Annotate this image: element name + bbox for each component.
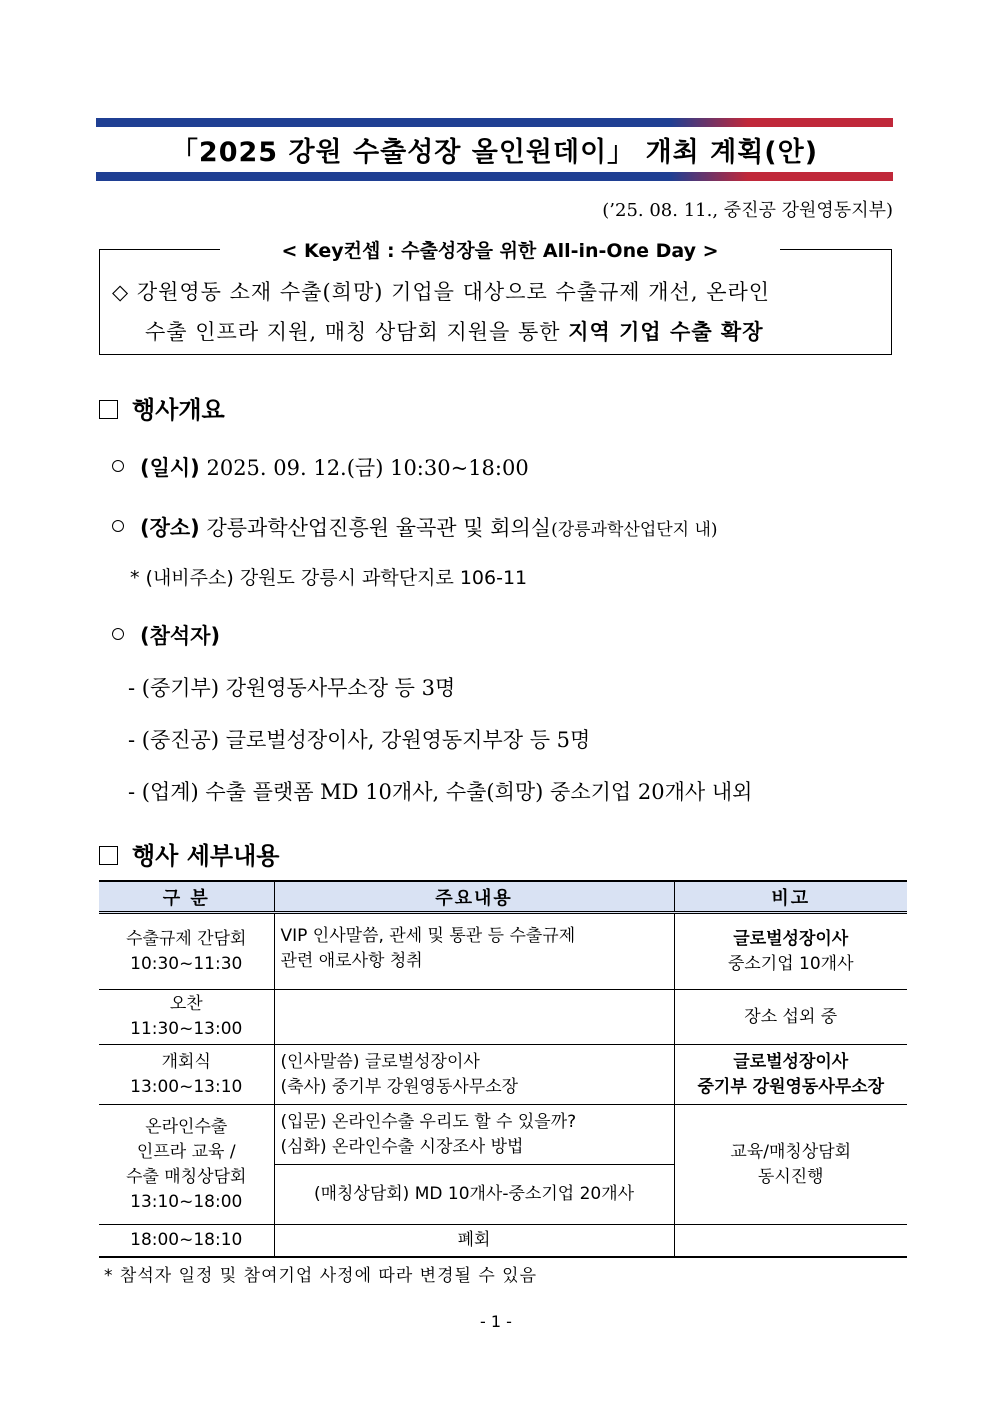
cell-content: VIP 인사말씀, 관세 및 통관 등 수출규제 관련 애로사항 청취 <box>274 913 674 990</box>
cell-category: 수출규제 간담회 10:30~11:30 <box>99 913 274 990</box>
item-date <box>112 452 529 482</box>
key-concept-line2-text: 수출 인프라 지원, 매칭 상담회 지원을 통한 <box>145 320 569 344</box>
cell-category: 오찬 11:30~13:00 <box>99 990 274 1045</box>
cell-remarks <box>674 1225 907 1257</box>
cell-content: 폐회 <box>274 1225 674 1257</box>
cell-remarks: 글로벌성장이사 중소기업 10개사 <box>674 913 907 990</box>
cell-content: (인사말씀) 글로벌성장이사 (축사) 중기부 강원영동사무소장 <box>274 1045 674 1105</box>
attendees-label: (참석자) <box>140 624 221 648</box>
header-category: 구 분 <box>99 881 274 913</box>
section-title: 행사개요 <box>132 396 225 424</box>
title-top-stripe <box>96 118 893 127</box>
table-header-row <box>99 881 907 913</box>
cell-remarks: 글로벌성장이사 중기부 강원영동사무소장 <box>674 1045 907 1105</box>
key-concept-emphasis: 지역 기업 수출 확장 <box>568 320 764 344</box>
key-concept-title: < Key컨셉 : 수출성장을 위한 All-in-One Day > <box>220 236 780 263</box>
section-heading-details <box>99 836 279 871</box>
table-row <box>99 913 907 990</box>
date-line: (’25. 08. 11., 중진공 강원영동지부) <box>602 200 893 221</box>
circle-bullet-icon <box>112 460 124 472</box>
table-row <box>99 990 907 1045</box>
attendee-item: - (중진공) 글로벌성장이사, 강원영동지부장 등 5명 <box>128 728 591 752</box>
circle-bullet-icon <box>112 628 124 640</box>
title-bottom-stripe <box>96 172 893 181</box>
cell-content: (매칭상담회) MD 10개사-중소기업 20개사 <box>274 1165 674 1225</box>
key-concept-line2 <box>145 316 764 346</box>
circle-bullet-icon <box>112 520 124 532</box>
cell-category: 개회식 13:00~13:10 <box>99 1045 274 1105</box>
cell-category: 온라인수출 인프라 교육 / 수출 매칭상담회 13:10~18:00 <box>99 1105 274 1225</box>
cell-remarks: 교육/매칭상담회 동시진행 <box>674 1105 907 1225</box>
date-label: (일시) <box>140 456 200 480</box>
section-heading-overview <box>99 390 225 425</box>
cell-content <box>274 990 674 1045</box>
key-concept-line1: ◇ 강원영동 소재 수출(희망) 기업을 대상으로 수출규제 개선, 온라인 <box>112 280 771 304</box>
cell-content: (입문) 온라인수출 우리도 할 수 있을까? (심화) 온라인수출 시장조사 방법 <box>274 1105 674 1165</box>
nav-address: * (내비주소) 강원도 강릉시 과학단지로 106-11 <box>130 567 528 589</box>
place-note: (강릉과학산업단지 내) <box>551 520 718 540</box>
schedule-table <box>99 880 907 1258</box>
item-place <box>112 512 718 542</box>
square-bullet-icon <box>99 846 118 865</box>
square-bullet-icon <box>99 400 118 419</box>
item-attendees <box>112 620 220 650</box>
table-row <box>99 1105 907 1165</box>
header-content: 주요내용 <box>274 881 674 913</box>
cell-category: 18:00~18:10 <box>99 1225 274 1257</box>
cell-remarks: 장소 섭외 중 <box>674 990 907 1045</box>
place-value: 강릉과학산업진흥원 율곡관 및 회의실 <box>206 516 552 540</box>
header-remarks: 비고 <box>674 881 907 913</box>
attendee-item: - (중기부) 강원영동사무소장 등 3명 <box>128 676 456 700</box>
section-title: 행사 세부내용 <box>132 842 280 870</box>
attendee-item: - (업계) 수출 플랫폼 MD 10개사, 수출(희망) 중소기업 20개사 내외 <box>128 780 753 804</box>
table-row <box>99 1045 907 1105</box>
document-title: 「2025 강원 수출성장 올인원데이」 개최 계획(안) <box>170 137 819 168</box>
place-label: (장소) <box>140 516 200 540</box>
page-number: - 1 - <box>480 1312 512 1331</box>
table-row <box>99 1225 907 1257</box>
date-value: 2025. 09. 12.(금) 10:30~18:00 <box>206 456 529 480</box>
footnote: * 참석자 일정 및 참여기업 사정에 따라 변경될 수 있음 <box>104 1266 537 1286</box>
